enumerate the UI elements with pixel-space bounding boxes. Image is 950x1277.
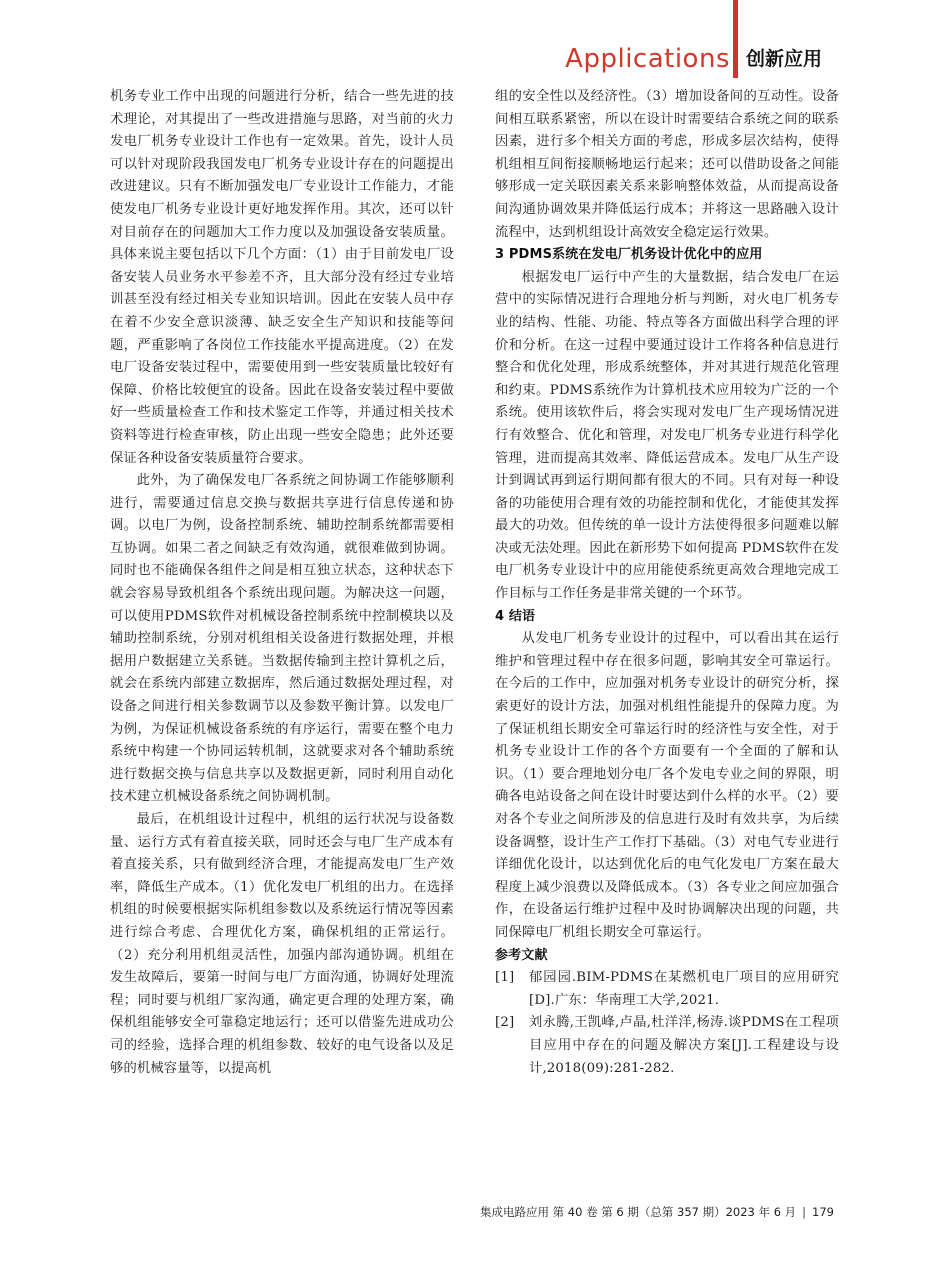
page-footer xyxy=(480,1204,834,1220)
section-heading-3: 3 PDMS系统在发电厂机务设计优化中的应用 xyxy=(495,247,763,263)
paragraph-left-1: 机务专业工作中出现的问题进行分析，结合一些先进的技术理论，对其提出了一些改进措施与思路，对当前的火力发电厂机务专业设计工作也有一定效果。首先，设计人员可以针对现阶段我国发电厂机务专业设计存在的问题提出改进建议。只有不断加强发电厂专业设计工作能力，才能使发电厂机务专业设计更好地发挥作用。其次，还可以针对目前存在的问题加大工作力度以及加强设备安装质量。具体来说主要包括以下几个方面：（1）由于目前发电厂设备安装人员业务水平参差不齐，且大部分没有经过专业培训甚至没有经过相关专业知识培训。因此在安装人员中存在着不少安全意识淡薄、缺乏安全生产知识和技能等问题，严重影响了各岗位工作技能水平提高进度。（2）在发电厂设备安装过程中，需要使用到一些安装质量比较好有保障、价格比较便宜的设备。因此在设备安装过程中要做好一些质量检查工作和技术鉴定工作等，并通过相关技术资料等进行检查审核，防止出现一些安全隐患；此外还要保证各种设备安装质量符合要求。 xyxy=(110,89,454,466)
header-accent-bar xyxy=(733,0,738,78)
reference-text: 刘永腾,王凯峰,卢晶,杜洋洋,杨涛.谈PDMS在工程项目应用中存在的问题及解决方案[J].工程建设与设计,2018(09):281-282. xyxy=(529,1015,839,1076)
footer-divider: | xyxy=(802,1205,807,1219)
paragraph-left-3: 最后，在机组设计过程中，机组的运行状况与设备数量、运行方式有着直接关联，同时还会与电厂生产成本有着直接关系，只有做到经济合理，才能提高发电厂生产效率，降低生产成本。（1）优化发电厂机组的出力。在选择机组的时候要根据实际机组参数以及系统运行情况等因素进行综合考虑、合理优化方案，确保机组的正常运行。（2）充分利用机组灵活性，加强内部沟通协调。机组在发生故障后，要第一时间与电厂方面沟通，协调好处理流程；同时要与机组厂家沟通，确定更合理的处理方案，确保机组能够安全可靠稳定地运行；还可以借鉴先进成功公司的经验，选择合理的机组参数、较好的电气设备以及足够的机械容量等，以提高机 xyxy=(110,812,454,1076)
journal-info: 集成电路应用 第 40 卷 第 6 期（总第 357 期）2023 年 6 月 xyxy=(479,1205,797,1219)
right-column xyxy=(495,86,839,1080)
reference-item xyxy=(495,967,839,1012)
reference-number: [2] xyxy=(495,1015,515,1031)
paragraph-right-1: 组的安全性以及经济性。（3）增加设备间的互动性。设备间相互联系紧密，所以在设计时需要结合系统之间的联系因素，进行多个相关方面的考虑，形成多层次结构，使得机组相互间衔接顺畅地运行起来；还可以借助设备之间能够形成一定关联因素关系来影响整体效益，从而提高设备间沟通协调效果并降低运行成本；并将这一思路融入设计流程中，达到机组设计高效安全稳定运行效果。 xyxy=(495,89,839,240)
paragraph-left-2: 此外，为了确保发电厂各系统之间协调工作能够顺利进行，需要通过信息交换与数据共享进行信息传递和协调。以电厂为例，设备控制系统、辅助控制系统都需要相互协调。如果二者之间缺乏有效沟通，就很难做到协调。同时也不能确保各组件之间是相互独立状态，这种状态下就会容易导致机组各个系统出现问题。为解决这一问题，可以使用PDMS软件对机械设备控制系统中控制模块以及辅助控制系统，分别对机组相关设备进行数据处理，并根据用户数据建立关系链。当数据传输到主控计算机之后，就会在系统内部建立数据库，然后通过数据处理过程，对设备之间进行相关参数调节以及参数平衡计算。以发电厂为例，为保证机械设备系统的有序运行，需要在整个电力系统中构建一个协同运转机制，这就要求对各个辅助系统进行数据交换与信息共享以及数据更新，同时利用自动化技术建立机械设备系统之间协调机制。 xyxy=(110,473,454,805)
references-heading: 参考文献 xyxy=(495,947,548,963)
left-column xyxy=(110,86,454,1080)
section-title-en: Applications xyxy=(565,44,730,74)
section-title-cn: 创新应用 xyxy=(746,48,823,70)
reference-number: [1] xyxy=(495,970,515,986)
reference-text: 郁园园.BIM-PDMS在某燃机电厂项目的应用研究[D].广东：华南理工大学,2021. xyxy=(529,970,839,1008)
reference-item xyxy=(495,1012,839,1080)
paragraph-right-3: 从发电厂机务专业设计的过程中，可以看出其在运行维护和管理过程中存在很多问题，影响其安全可靠运行。在今后的工作中，应加强对机务专业设计的研究分析，探索更好的设计方法，加强对机组性能提升的保障力度。为了保证机组长期安全可靠运行时的经济性与安全性，对于机务专业设计工作的各个方面要有一个全面的了解和认识。（1）要合理地划分电厂各个发电专业之间的界限，明确各电站设备之间在设计时要达到什么样的水平。（2）要对各个专业之间所涉及的信息进行及时有效共享，为后续设备调整，设计生产工作打下基础。（3）对电气专业进行详细优化设计，以达到优化后的电气化发电厂方案在最大程度上减少浪费以及降低成本。（3）各专业之间应加强合作，在设备运行维护过程中及时协调解决出现的问题，共同保障电厂机组长期安全可靠运行。 xyxy=(495,631,839,940)
paragraph-right-2: 根据发电厂运行中产生的大量数据，结合发电厂在运营中的实际情况进行合理地分析与判断，对火电厂机务专业的结构、性能、功能、特点等各方面做出科学合理的评价和分析。在这一过程中要通过设计工作将各种信息进行整合和优化处理，形成系统整体，并对其进行规范化管理和约束。PDMS系统作为计算机技术应用较为广泛的一个系统。使用该软件后，将会实现对发电厂生产现场情况进行有效整合、优化和管理，对发电厂机务专业进行科学化管理，进而提高其效率、降低运营成本。发电厂从生产设计到调试再到运行期间都有很大的不同。只有对每一种设备的功能使用合理有效的功能控制和优化，才能使其发挥最大的功效。但传统的单一设计方法使得很多问题难以解决或无法处理。因此在新形势下如何提高 PDMS软件在发电厂机务专业设计中的应用能使系统更高效合理地完成工作目标与工作任务是非常关键的一个环节。 xyxy=(495,269,839,602)
page-number: 179 xyxy=(812,1205,834,1219)
section-heading-4: 4 结语 xyxy=(495,608,536,624)
